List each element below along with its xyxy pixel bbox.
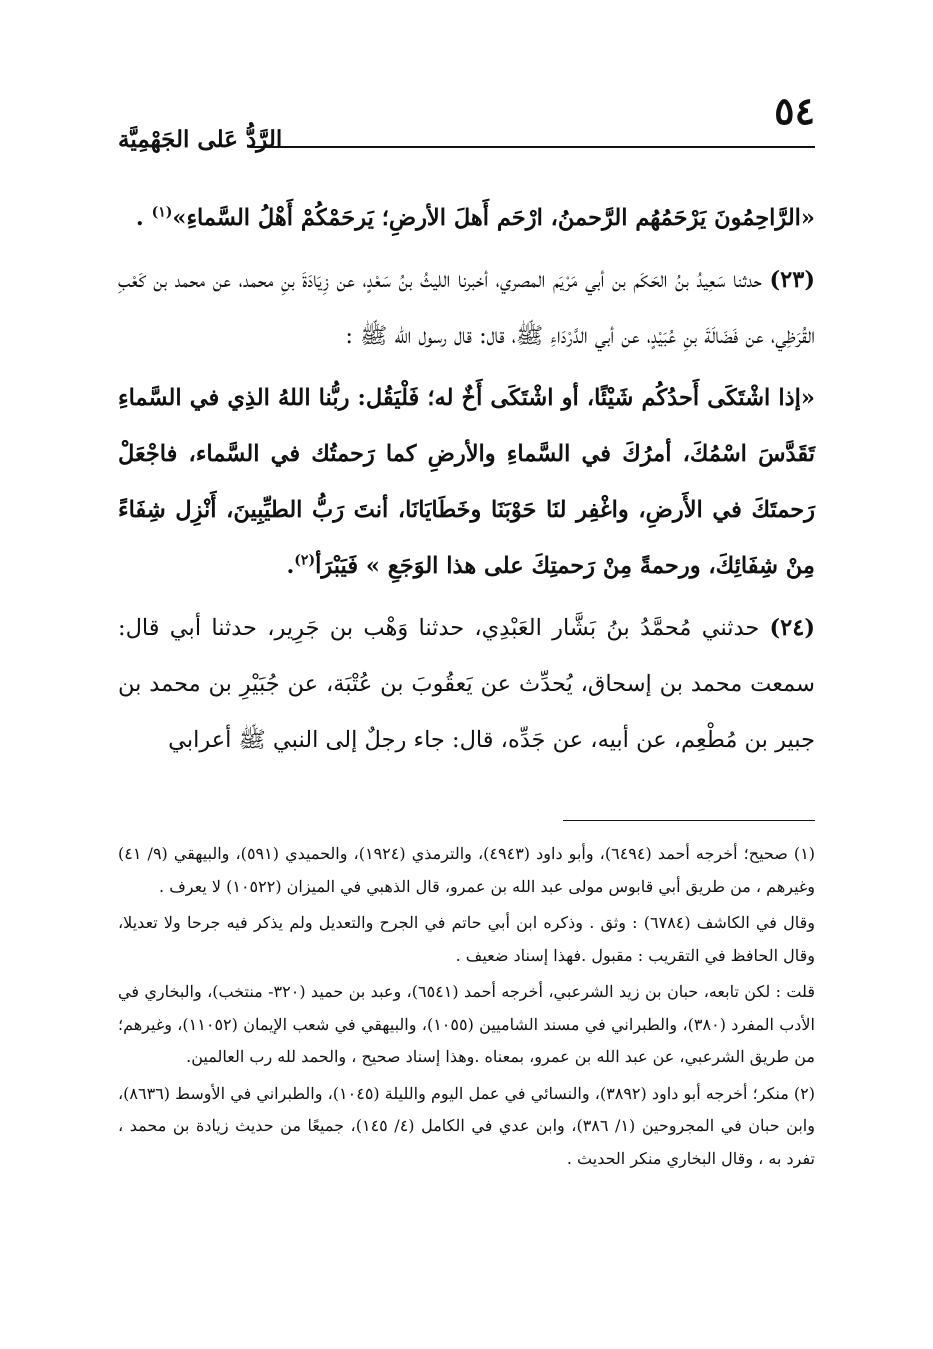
hadith-text: «إذا اشْتَكَى أَحدُكُم شَيْئًا، أو اشْتَكَى أَخٌ له؛ فَلْيَقُل: ربُّنا اللهُ الذِي في السَّماءِ تَقَدَّسَ اسْمُكَ، أمرُكَ في السَّماءِ والأرضِ كما رَحمتُك في السَّماء، فاجْعَلْ رَحمتَكَ في الأَرضِ، واغْفِر لنَا حَوْبَنَا وخَطَايَانَا، أنتَ رَبُّ الطيِّبِينَ، أَنْزِل شِفَاءً مِنْ شِفَائِكَ، ورحمةً مِنْ رَحمتِكَ على هذا الوَجَعِ » فَيَبْرَأ: [118, 385, 815, 579]
hadith-text: «الرَّاحِمُونَ يَرْحَمُهُم الرَّحمنُ، ارْحَم أَهلَ الأرضِ؛ يَرحَمْكُمْ أَهْلُ السَّماءِ»: [172, 205, 815, 231]
footnote-separator: [563, 820, 815, 821]
paragraph-end: .: [286, 553, 295, 579]
hadith-number: (٢٣): [769, 267, 815, 293]
footnotes: [118, 838, 815, 1179]
isnad-paragraph-24: [118, 600, 815, 768]
isnad-text: حدثنا سَعِيدُ بنُ الحَكَم بن أبي مَرْيَم المصري، أخبرنا الليثُ بنُ سَعْدٍ، عن زِيَادَةَ بنِ محمد، عن محمد بن كَعْبِ القُرَظِي، عن فَضَالَةَ بنِ عُبَيْدٍ، عن أبي الدَّرْدَاءِ ﷺ، قال: قال رسول الله ﷺ :: [118, 267, 815, 349]
main-text: [118, 190, 815, 774]
isnad-paragraph-23: [118, 252, 815, 364]
footnote-1: (١) صحيح؛ أخرجه أحمد (٦٤٩٤)، وأبو داود (٤٩٤٣)، والترمذي (١٩٢٤)، والحميدي (٥٩١)، والبيهقي (٩/ ٤١) وغيرهم ، من طريق أبي قابوس مولى عبد الله بن عمرو، قال الذهبي في الميزان (١٠٥٢٢) لا يعرف .: [118, 844, 816, 896]
header-rule: [250, 146, 815, 148]
footnote-reference: (٢): [294, 552, 316, 569]
running-header: الرَّدُّ عَلى الجَهْمِيَّة: [118, 126, 283, 153]
hadith-paragraph-1: [118, 190, 815, 246]
hadith-paragraph-2: [118, 370, 815, 594]
isnad-text: حدثني مُحمَّدُ بنُ بَشَّار العَبْدِي، حدثنا وَهْب بن جَرِير، حدثنا أبي قال: سمعت محمد بن إسحاق، يُحدِّث عن يَعقُوبَ بن عُتْبَة، عن جُبَيْرِ بن محمد بن جبير بن مُطْعِم، عن أبيه، عن جَدِّه، قال: جاء رجلٌ إلى النبي ﷺ أعرابي: [118, 615, 815, 753]
hadith-number: (٢٤): [769, 615, 815, 641]
footnote-1-remark: قلت : لكن تابعه، حبان بن زيد الشرعبي، أخرجه أحمد (٦٥٤١)، وعبد بن حميد (٣٢٠- منتخب)، والبخاري في الأدب المفرد (٣٨٠)، والطبراني في مسند الشاميين (١٠٥٥)، والبيهقي في شعب الإيمان (١١٠٥٢)، وغيرهم؛ من طريق الشرعبي، عن عبد الله بن عمرو، بمعناه .وهذا إسناد صحيح ، والحمد لله رب العالمين.: [118, 982, 815, 1066]
footnote-reference: (١): [151, 204, 173, 221]
footnote-1-continued: وقال في الكاشف (٦٧٨٤) : وثق . وذكره ابن أبي حاتم في الجرح والتعديل ولم يذكر فيه جرحا ولا تعديلا، وقال الحافظ في التقريب : مقبول .فهذا إسناد ضعيف .: [118, 913, 816, 965]
page-number: ٥٤: [774, 88, 815, 133]
paragraph-end: .: [135, 205, 152, 231]
footnote-2: (٢) منكر؛ أخرجه أبو داود (٣٨٩٢)، والنسائي في عمل اليوم والليلة (١٠٤٥)، والطبراني في الأوسط (٨٦٣٦)، وابن حبان في المجروحين (١/ ٣٨٦)، وابن عدي في الكامل (٤/ ١٤٥)، جميعًا من حديث زيادة بن محمد ، تفرد به ، وقال البخاري منكر الحديث .: [118, 1083, 816, 1168]
